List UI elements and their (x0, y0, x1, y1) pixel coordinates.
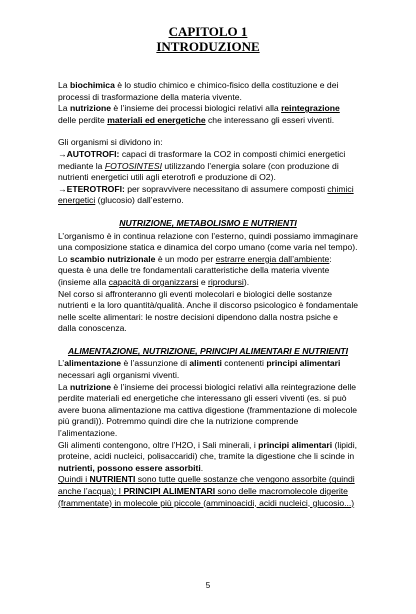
arrow-right-icon: → (58, 183, 67, 194)
section1-paragraph-2: Lo scambio nutrizionale è un modo per estrarre energia dall’ambiente: questa è una delle tre fondamentali caratteristiche della materia vivente (insieme alla capacità di organizzarsi e riprodursi). (58, 253, 332, 287)
section1-paragraph-1: L’organismo è in continua relazione con l’esterno, quindi possiamo immaginare una composizione statica e dinamica del corpo umano (come varia nel tempo). (58, 230, 358, 253)
section2-paragraph-3: Gli alimenti contengono, oltre l’H2O, i Sali minerali, i principi alimentari (lipidi, proteine, acidi nucleici, polisaccaridi) che, tramite la digestione che li scinde in nutrienti, possono essere assorbiti. (58, 439, 358, 473)
eterotrofi-item: →ETEROTROFI: per sopravvivere necessitano di assumere composti chimici energetici (glucosio) dall’esterno. (58, 183, 354, 206)
organisms-lead: Gli organismi si dividono in: (58, 137, 163, 148)
chapter-heading (58, 24, 358, 54)
autotrofi-item: →AUTOTROFI: capaci di trasformare la CO2 in composti chimici energetici mediante la FOTOSINTESI utilizzando l’energia solare (con produzione di nutrienti energetici utili agli eterotrofi e produzione di O2). (58, 148, 346, 183)
section-title-alimentazione: ALIMENTAZIONE, NUTRIZIONE, PRINCIPI ALIMENTARI E NUTRIENTI (67, 345, 349, 356)
section1-paragraph-3: Nel corso si affronteranno gli eventi molecolari e biologici delle sostanze nutrienti e la loro quantità/qualità. Anche il discorso psicologico è fondamentale nelle scelte alimentari: le nostre decisioni dipendono dalla nostra psiche e dalla conoscenza. (58, 288, 359, 334)
arrow-right-icon: → (58, 148, 67, 159)
section2-paragraph-4: Quindi i NUTRIENTI sono tutte quelle sostanze che vengono assorbite (quindi anche l’acqua); I PRINCIPI ALIMENTARI sono delle macromolecole digerite (frammentate) in molecole più piccole (amminoacidi, acidi nucleici, glucosio...) (58, 474, 355, 508)
section2-paragraph-1: L’alimentazione è l’assunzione di alimenti contenenti principi alimentari necessari agli organismi viventi. (58, 358, 341, 381)
section2-paragraph-2: La nutrizione è l’insieme dei processi biologici relativi alla reintegrazione delle perdite materiali ed energetiche che interessano gli esseri viventi (es. si può avere buona alimentazione ma cattiva digestione (frammentazione di molecole più grandi)). Potremmo quindi dire che la nutrizione comprende l’alimentazione. (58, 381, 358, 439)
chapter-number: CAPITOLO 1 (168, 24, 248, 39)
intro-nutrizione-paragraph: La nutrizione è l’insieme dei processi biologici relativi alla reintegrazione delle perdite materiali ed energetiche che interessano gli esseri viventi. (58, 103, 340, 125)
section-title-nutrizione: NUTRIZIONE, METABOLISMO E NUTRIENTI (119, 217, 297, 228)
intro-biochimica-paragraph: La biochimica è lo studio chimico e chimico-fisico della costituzione e dei processi di trasformazione della materia vivente. (58, 80, 339, 102)
chapter-title: INTRODUZIONE (156, 39, 260, 54)
page-number: 5 (205, 581, 211, 590)
